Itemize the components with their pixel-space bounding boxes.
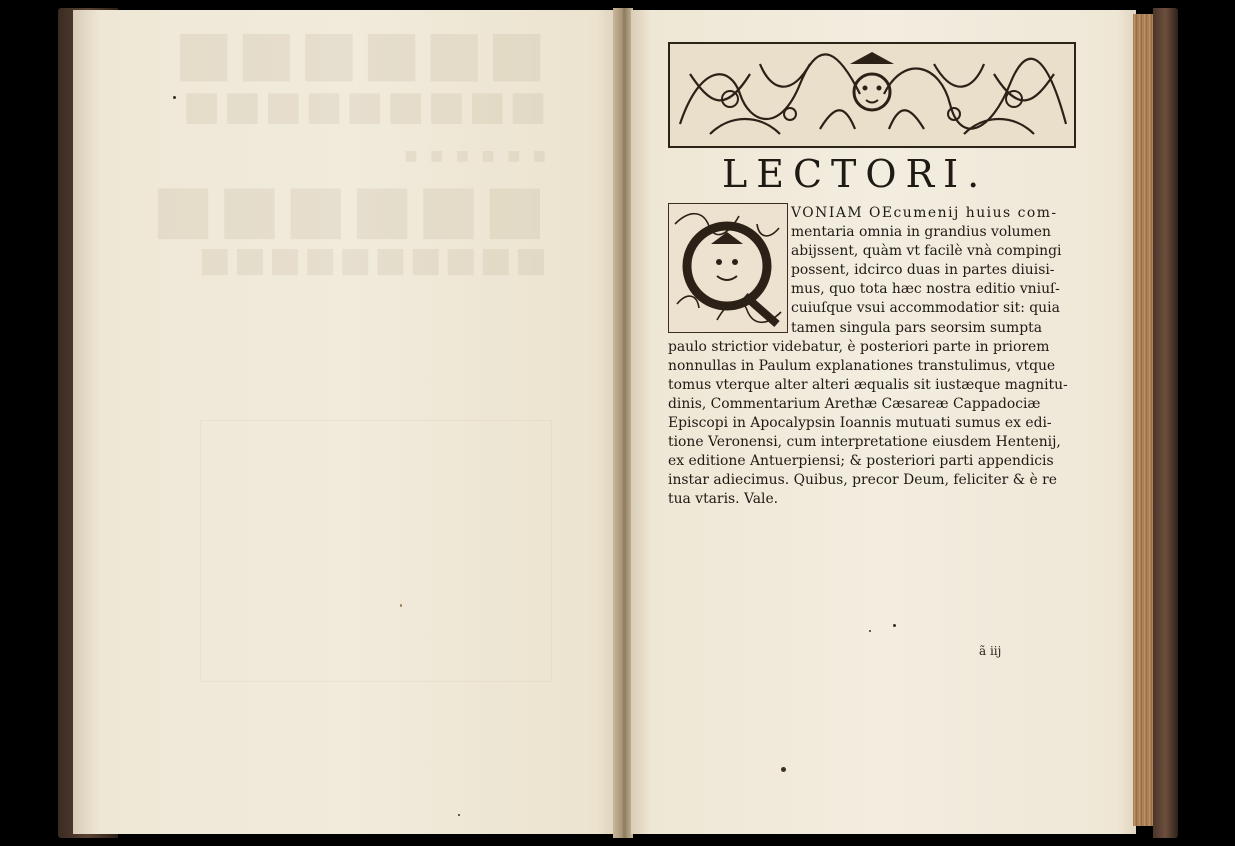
show-through-frame bbox=[200, 420, 552, 682]
body-line: abijssent, quàm vt facilè vnà compingi bbox=[791, 243, 1062, 260]
body-line: Episcopi in Apocalypsin Ioannis mutuati sumus ex edi- bbox=[668, 415, 1052, 432]
ink-speck bbox=[869, 630, 871, 632]
book-gutter bbox=[613, 8, 633, 838]
ink-speck bbox=[173, 96, 176, 99]
ink-speck bbox=[781, 767, 786, 772]
ink-speck bbox=[893, 624, 896, 627]
initial-letter: Q bbox=[469, 4, 470, 5]
body-line: mus, quo tota hæc nostra editio vniuſ- bbox=[791, 281, 1060, 298]
right-cover-binding bbox=[1153, 8, 1178, 838]
body-line: paulo strictior videbatur, è posteriori parte in priorem bbox=[668, 338, 1050, 355]
body-line: ex editione Antuerpiensi; & posteriori parti appendicis bbox=[668, 453, 1054, 470]
signature-mark: ã iij bbox=[979, 644, 1002, 658]
body-line: tamen singula pars seorsim sumpta bbox=[791, 319, 1042, 336]
body-text bbox=[668, 204, 1073, 510]
ornamental-headpiece bbox=[668, 42, 1076, 148]
body-line: mentaria omnia in grandius volumen bbox=[791, 224, 1051, 241]
body-line: dinis, Commentarium Arethæ Cæsareæ Cappadociæ bbox=[668, 395, 1041, 412]
body-line: instar adiecimus. Quibus, precor Deum, feliciter & è re bbox=[668, 472, 1058, 489]
body-line: possent, idcirco duas in partes diuisi- bbox=[791, 262, 1055, 279]
body-line: nonnullas in Paulum explanationes transtulimus, vtque bbox=[668, 357, 1056, 374]
ink-speck bbox=[400, 604, 402, 607]
ink-speck bbox=[458, 814, 460, 816]
body-line: tione Veronensi, cum interpretatione eiusdem Hentenij, bbox=[668, 434, 1061, 451]
page-heading: LECTORI. bbox=[722, 152, 989, 196]
body-line: VONIAM OEcumenij huius com- bbox=[791, 205, 1058, 221]
body-line: tua vtaris. Vale. bbox=[668, 491, 779, 508]
body-line: cuiuſque vsui accommodatior sit: quia bbox=[791, 300, 1060, 317]
body-line: tomus vterque alter alteri æqualis sit iustæque magnitu- bbox=[668, 376, 1068, 393]
